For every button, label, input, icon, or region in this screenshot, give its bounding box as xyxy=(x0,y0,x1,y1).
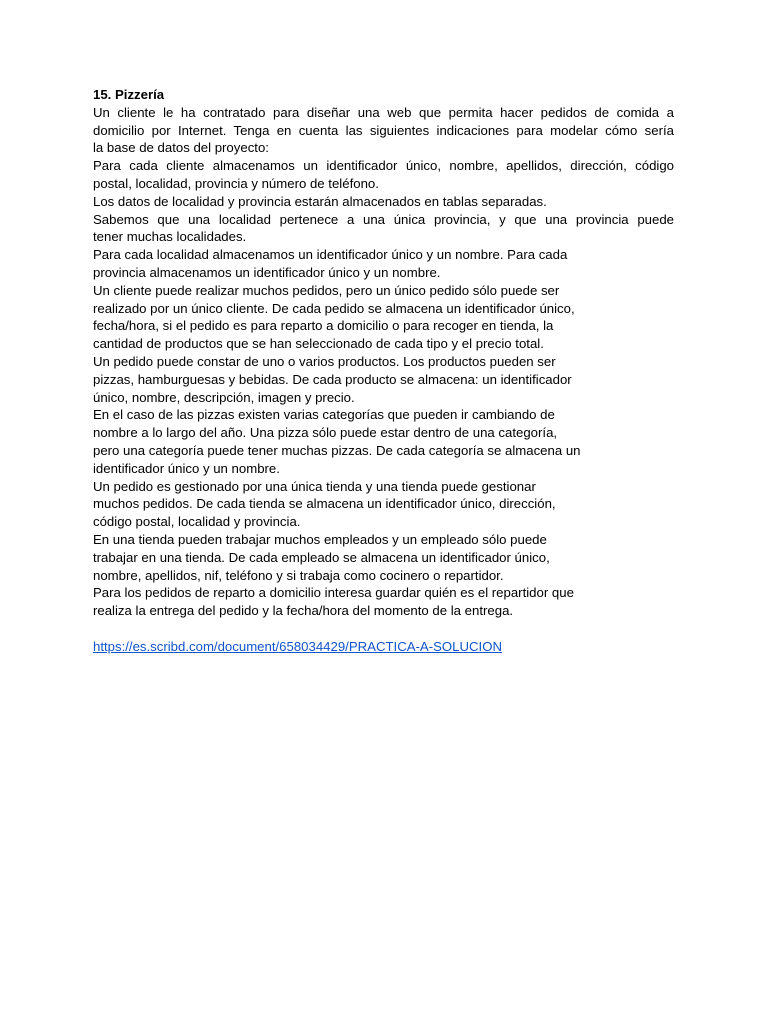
text-line: trabajar en una tienda. De cada empleado se almacena un identificador único, xyxy=(93,549,550,565)
text-line: código postal, localidad y provincia. xyxy=(93,514,301,530)
text-line: Para cada localidad almacenamos un identificador único y un nombre. Para cada xyxy=(93,247,568,263)
text-line: pizzas, hamburguesas y bebidas. De cada producto se almacena: un identificador xyxy=(93,371,572,387)
text-line: En el caso de las pizzas existen varias categorías que pueden ir cambiando de xyxy=(93,407,555,423)
text-line: provincia almacenamos un identificador único y un nombre. xyxy=(93,264,441,280)
paragraph-spacer xyxy=(93,620,674,638)
text-line: cantidad de productos que se han seleccionado de cada tipo y el precio total. xyxy=(93,336,544,352)
document-body xyxy=(93,86,674,656)
text-line: identificador único y un nombre. xyxy=(93,460,280,476)
text-line: Para los pedidos de reparto a domicilio interesa guardar quién es el repartidor que xyxy=(93,585,574,601)
text-line: postal, localidad, provincia y número de teléfono. xyxy=(93,175,379,191)
text-line: Un cliente puede realizar muchos pedidos, pero un único pedido sólo puede ser xyxy=(93,282,560,298)
text-line: muchos pedidos. De cada tienda se almacena un identificador único, dirección, xyxy=(93,496,556,512)
text-line: tener muchas localidades. xyxy=(93,229,247,245)
text-line: nombre, apellidos, nif, teléfono y si trabaja como cocinero o repartidor. xyxy=(93,567,504,583)
text-line: Los datos de localidad y provincia estarán almacenados en tablas separadas. xyxy=(93,193,547,209)
text-line: realizado por un único cliente. De cada pedido se almacena un identificador único, xyxy=(93,300,575,316)
text-line: Un pedido puede constar de uno o varios productos. Los productos pueden ser xyxy=(93,353,556,369)
document-title: 15. Pizzería xyxy=(93,87,165,102)
text-line: Un pedido es gestionado por una única tienda y una tienda puede gestionar xyxy=(93,478,536,494)
text-line: fecha/hora, si el pedido es para reparto a domicilio o para recoger en tienda, la xyxy=(93,318,554,334)
solution-link[interactable]: https://es.scribd.com/document/658034429/PRACTICA-A-SOLUCION xyxy=(93,638,502,654)
text-line: la base de datos del proyecto: xyxy=(93,140,269,156)
text-line: Un cliente le ha contratado para diseñar una web que permita hacer pedidos de comida a xyxy=(93,104,674,120)
text-line: Para cada cliente almacenamos un identificador único, nombre, apellidos, dirección, código xyxy=(93,158,674,174)
text-line: único, nombre, descripción, imagen y precio. xyxy=(93,389,355,405)
text-line: Sabemos que una localidad pertenece a una única provincia, y que una provincia puede xyxy=(93,211,674,227)
text-line: realiza la entrega del pedido y la fecha/hora del momento de la entrega. xyxy=(93,603,514,619)
text-line: pero una categoría puede tener muchas pizzas. De cada categoría se almacena un xyxy=(93,442,581,458)
text-line: domicilio por Internet. Tenga en cuenta las siguientes indicaciones para modelar cómo sería xyxy=(93,122,674,138)
text-line: nombre a lo largo del año. Una pizza sólo puede estar dentro de una categoría, xyxy=(93,425,558,441)
text-line: En una tienda pueden trabajar muchos empleados y un empleado sólo puede xyxy=(93,531,547,547)
